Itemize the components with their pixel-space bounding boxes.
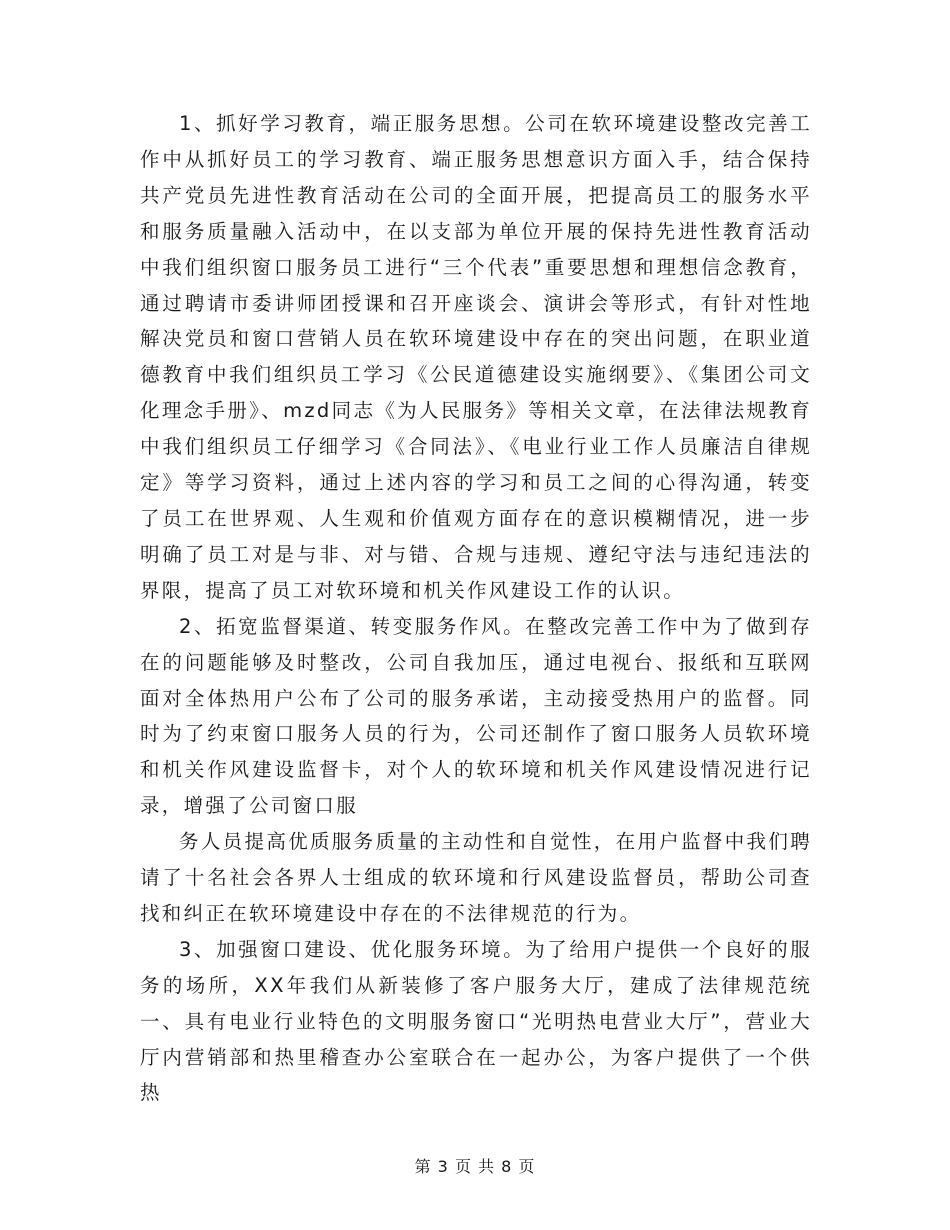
paragraph-1: 1、抓好学习教育，端正服务思想。公司在软环境建设整改完善工作中从抓好员工的学习教育、端正服务思想意识方面入手，结合保持共产党员先进性教育活动在公司的全面开展，把提高员工的服务水平和服务质量融入活动中，在以支部为单位开展的保持先进性教育活动中我们组织窗口服务员工进行“三个代表”重要思想和理想信念教育，通过聘请市委讲师团授课和召开座谈会、演讲会等形式，有针对性地解决党员和窗口营销人员在软环境建设中存在的突出问题，在职业道德教育中我们组织员工学习《公民道德建设实施纲要》、《集团公司文化理念手册》、mzd同志《为人民服务》等相关文章，在法律法规教育中我们组织员工仔细学习《合同法》、《电业行业工作人员廉洁自律规定》等学习资料，通过上述内容的学习和员工之间的心得沟通，转变了员工在世界观、人生观和价值观方面存在的意识模糊情况，进一步明确了员工对是与非、对与错、合规与违规、遵纪守法与违纪违法的界限，提高了员工对软环境和机关作风建设工作的认识。 (140, 112, 812, 602)
paragraph-4: 3、加强窗口建设、优化服务环境。为了给用户提供一个良好的服务的场所，XX年我们从新装修了客户服务大厅，建成了法律规范统一、具有电业行业特色的文明服务窗口“光明热电营业大厅”，营业大厅内营销部和热里稽查办公室联合在一起办公，为客户提供了一个供热 (140, 937, 812, 1105)
page-number-footer: 第 3 页 共 8 页 (414, 1157, 536, 1176)
document-body (140, 106, 812, 1111)
paragraph-2: 2、拓宽监督渠道、转变服务作风。在整改完善工作中为了做到存在的问题能够及时整改，公司自我加压，通过电视台、报纸和互联网面对全体热用户公布了公司的服务承诺，主动接受热用户的监督。同时为了约束窗口服务人员的行为，公司还制作了窗口服务人员软环境和机关作风建设监督卡，对个人的软环境和机关作风建设情况进行记录，增强了公司窗口服 (140, 614, 812, 818)
paragraph-3: 务人员提高优质服务质量的主动性和自觉性，在用户监督中我们聘请了十名社会各界人士组成的软环境和行风建设监督员，帮助公司查找和纠正在软环境建设中存在的不法律规范的行为。 (140, 830, 812, 925)
